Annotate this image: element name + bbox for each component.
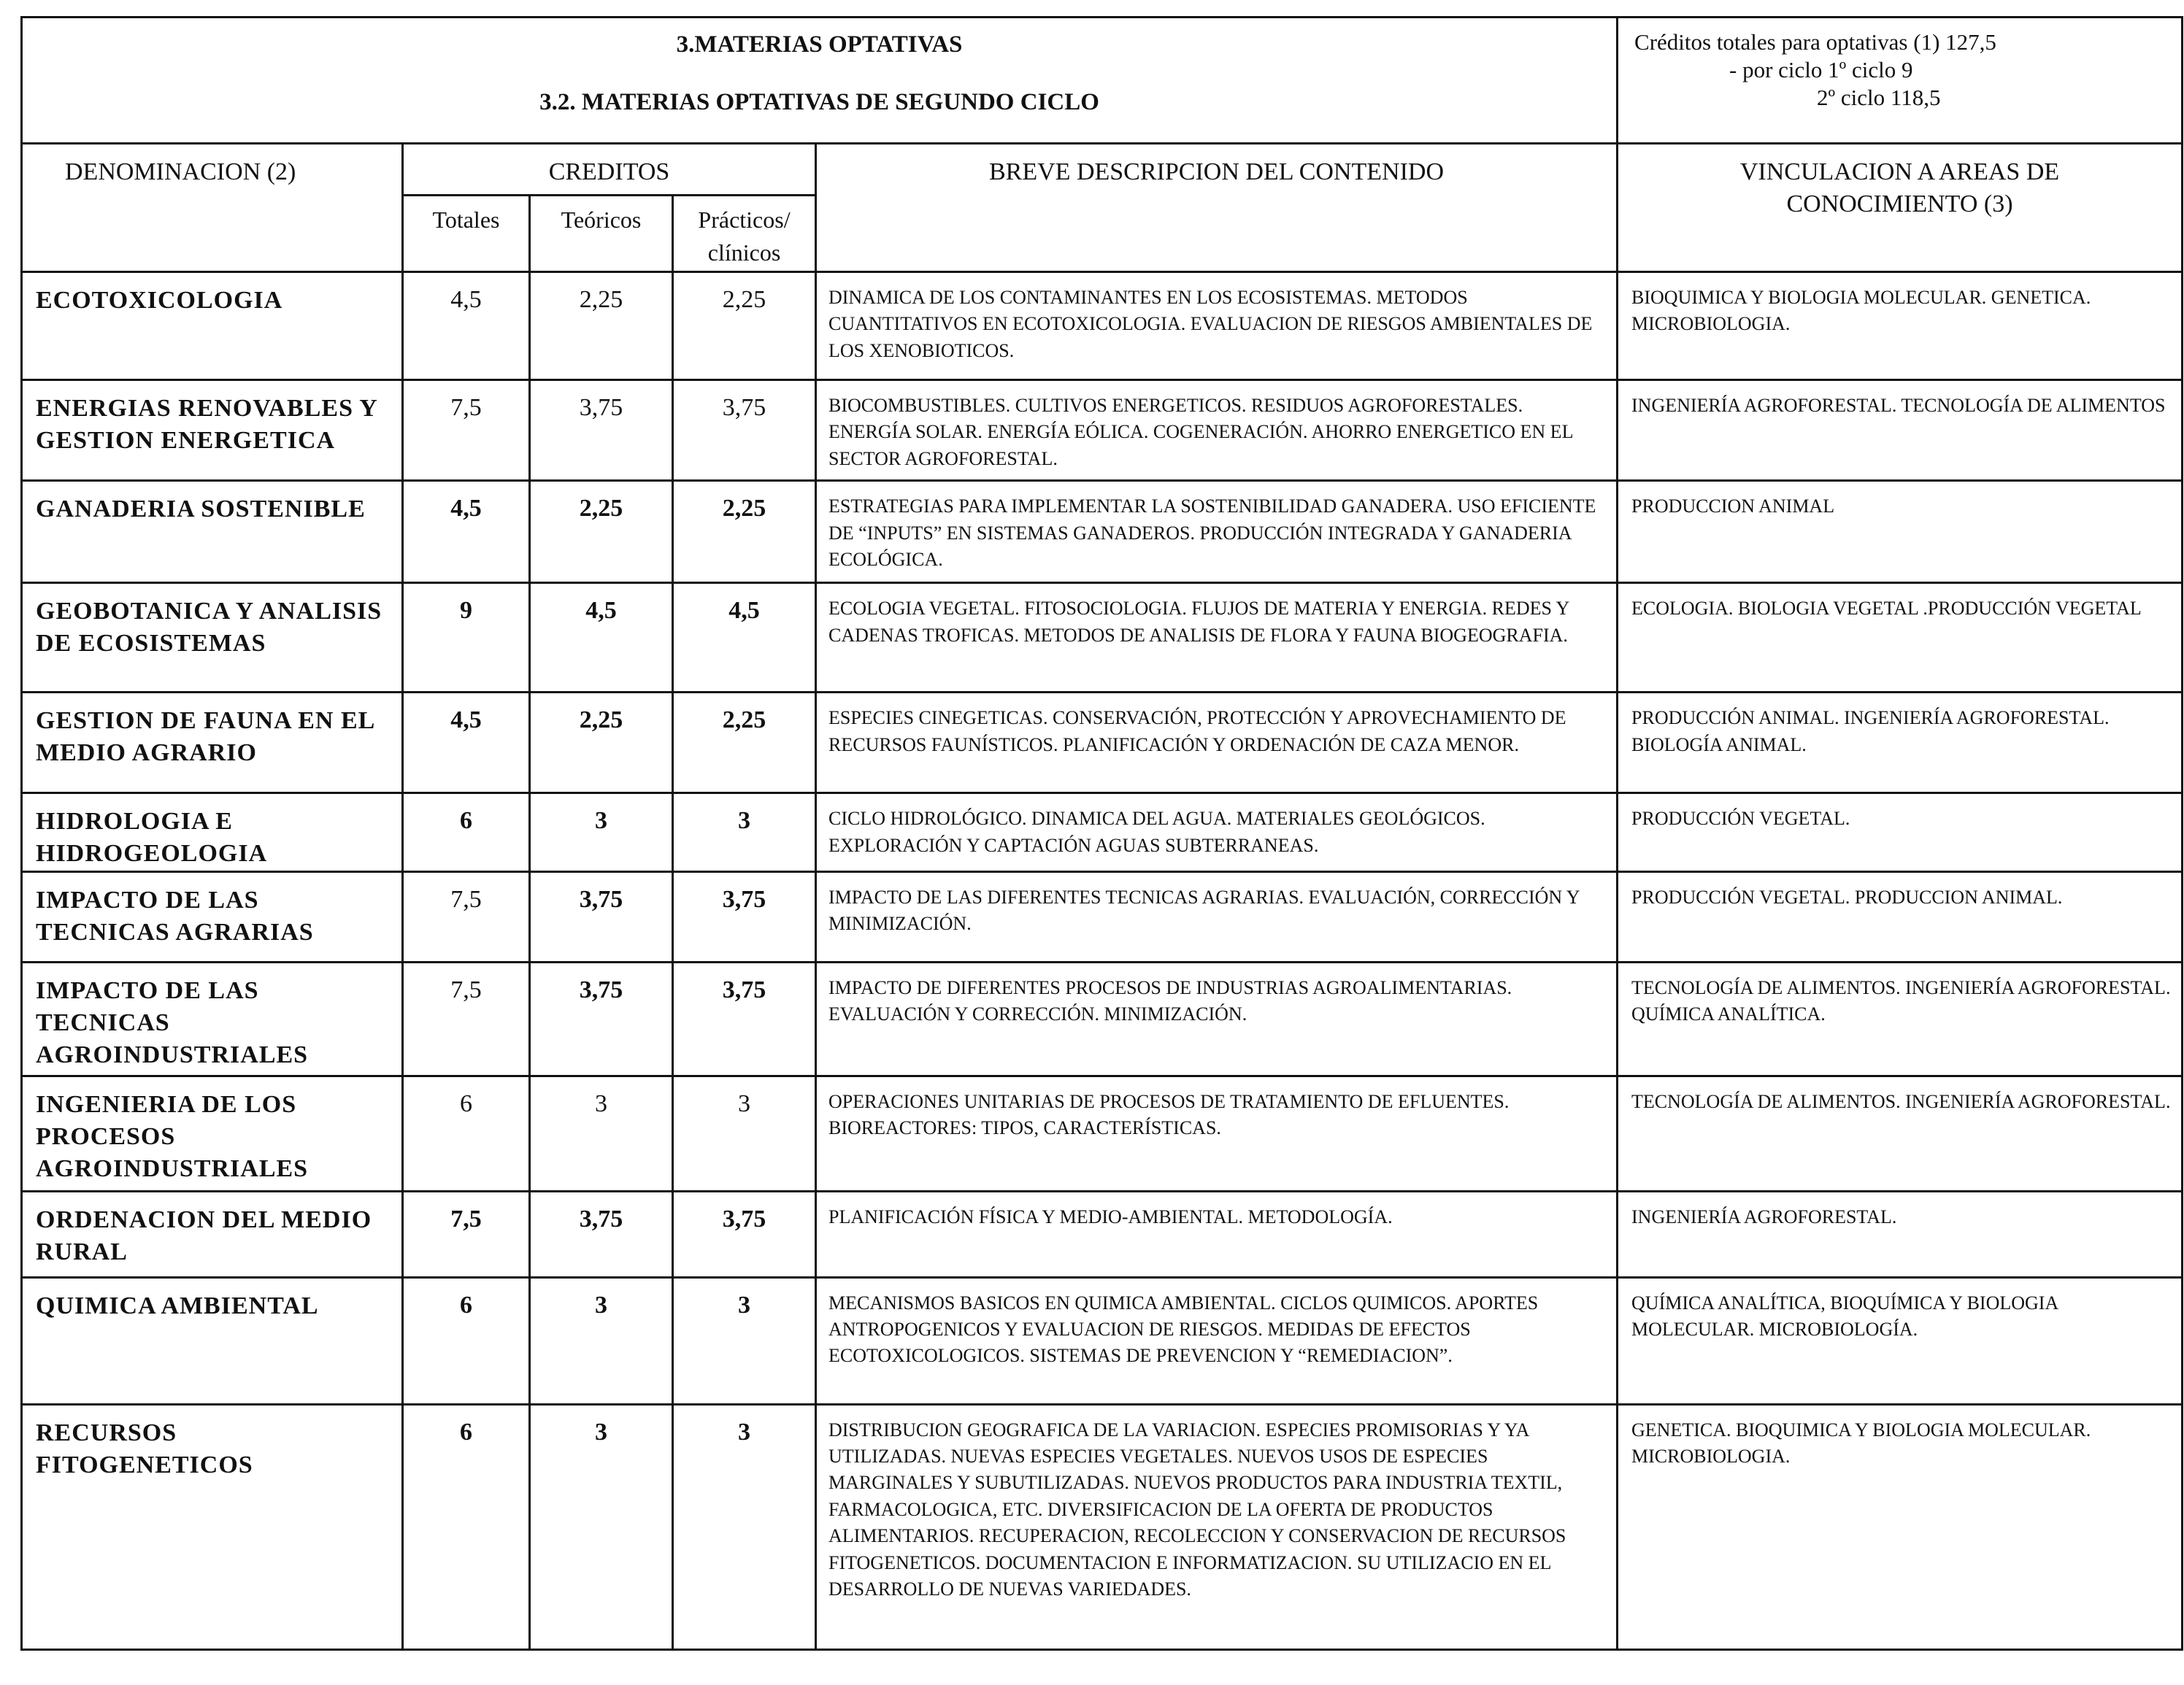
credits-cycle1: - por ciclo 1º ciclo 9 bbox=[1729, 56, 1913, 82]
subject-areas: INGENIERÍA AGROFORESTAL. TECNOLOGÍA DE ALIMENTOS bbox=[1618, 380, 2183, 481]
credits-teoricos: 3,75 bbox=[530, 962, 673, 1076]
subject-areas: TECNOLOGÍA DE ALIMENTOS. INGENIERÍA AGROFORESTAL. QUÍMICA ANALÍTICA. bbox=[1618, 962, 2183, 1076]
subjects-body bbox=[22, 272, 2183, 1650]
table-row bbox=[22, 1191, 2183, 1277]
subject-areas: ECOLOGIA. BIOLOGIA VEGETAL .PRODUCCIÓN VEGETAL bbox=[1618, 583, 2183, 693]
credits-teoricos: 2,25 bbox=[530, 693, 673, 793]
subject-name: ECOTOXICOLOGIA bbox=[22, 272, 403, 380]
subject-areas: TECNOLOGÍA DE ALIMENTOS. INGENIERÍA AGROFORESTAL. bbox=[1618, 1076, 2183, 1191]
credits-totales: 4,5 bbox=[403, 693, 530, 793]
credits-totales: 4,5 bbox=[403, 481, 530, 583]
table-row bbox=[22, 481, 2183, 583]
credits-totales: 6 bbox=[403, 1404, 530, 1649]
subject-description: IMPACTO DE DIFERENTES PROCESOS DE INDUSTRIAS AGROALIMENTARIAS. EVALUACIÓN Y CORRECCIÓN. MINIMIZACIÓN. bbox=[816, 962, 1618, 1076]
subject-description: BIOCOMBUSTIBLES. CULTIVOS ENERGETICOS. RESIDUOS AGROFORESTALES. ENERGÍA SOLAR. ENERGÍA EÓLICA. COGENERACIÓN. AHORRO ENERGETICO EN EL SECTOR AGROFORESTAL. bbox=[816, 380, 1618, 481]
col-descripcion: BREVE DESCRIPCION DEL CONTENIDO bbox=[816, 144, 1618, 272]
credits-practicos: 3 bbox=[673, 1076, 816, 1191]
subject-areas: BIOQUIMICA Y BIOLOGIA MOLECULAR. GENETICA. MICROBIOLOGIA. bbox=[1618, 272, 2183, 380]
col-teoricos: Teóricos bbox=[530, 196, 673, 272]
subject-name: RECURSOS FITOGENETICOS bbox=[22, 1404, 403, 1649]
subject-description: ECOLOGIA VEGETAL. FITOSOCIOLOGIA. FLUJOS DE MATERIA Y ENERGIA. REDES Y CADENAS TROFICAS. METODOS DE ANALISIS DE FLORA Y FAUNA BIOGEOGRAFIA. bbox=[816, 583, 1618, 693]
credits-teoricos: 3 bbox=[530, 1404, 673, 1649]
table-row bbox=[22, 871, 2183, 962]
subject-description: IMPACTO DE LAS DIFERENTES TECNICAS AGRARIAS. EVALUACIÓN, CORRECCIÓN Y MINIMIZACIÓN. bbox=[816, 871, 1618, 962]
subject-description: ESTRATEGIAS PARA IMPLEMENTAR LA SOSTENIBILIDAD GANADERA. USO EFICIENTE DE “INPUTS” EN SISTEMAS GANADEROS. PRODUCCIÓN INTEGRADA Y GANADERIA ECOLÓGICA. bbox=[816, 481, 1618, 583]
credits-teoricos: 3 bbox=[530, 793, 673, 871]
credits-teoricos: 3,75 bbox=[530, 871, 673, 962]
credits-totales: 4,5 bbox=[403, 272, 530, 380]
credits-practicos: 3,75 bbox=[673, 871, 816, 962]
credits-practicos: 3 bbox=[673, 793, 816, 871]
title-row bbox=[22, 18, 2183, 144]
subject-name: HIDROLOGIA E HIDROGEOLOGIA bbox=[22, 793, 403, 871]
credits-teoricos: 3,75 bbox=[530, 1191, 673, 1277]
table-row bbox=[22, 962, 2183, 1076]
col-vinculacion: VINCULACION A AREAS DE CONOCIMIENTO (3) bbox=[1618, 144, 2183, 272]
page-title: 3.MATERIAS OPTATIVAS bbox=[676, 31, 963, 58]
subject-description: PLANIFICACIÓN FÍSICA Y MEDIO-AMBIENTAL. METODOLOGÍA. bbox=[816, 1191, 1618, 1277]
credits-teoricos: 2,25 bbox=[530, 272, 673, 380]
table-row bbox=[22, 272, 2183, 380]
subject-name: ENERGIAS RENOVABLES Y GESTION ENERGETICA bbox=[22, 380, 403, 481]
credits-practicos: 3,75 bbox=[673, 1191, 816, 1277]
credits-practicos: 2,25 bbox=[673, 693, 816, 793]
subject-areas: QUÍMICA ANALÍTICA, BIOQUÍMICA Y BIOLOGIA MOLECULAR. MICROBIOLOGÍA. bbox=[1618, 1277, 2183, 1404]
credits-teoricos: 3,75 bbox=[530, 380, 673, 481]
credits-totales: 7,5 bbox=[403, 962, 530, 1076]
credits-teoricos: 3 bbox=[530, 1277, 673, 1404]
credits-practicos: 3 bbox=[673, 1277, 816, 1404]
subject-name: GEOBOTANICA Y ANALISIS DE ECOSISTEMAS bbox=[22, 583, 403, 693]
subject-areas: PRODUCCIÓN ANIMAL. INGENIERÍA AGROFORESTAL. BIOLOGÍA ANIMAL. bbox=[1618, 693, 2183, 793]
credits-totales: 9 bbox=[403, 583, 530, 693]
subject-description: CICLO HIDROLÓGICO. DINAMICA DEL AGUA. MATERIALES GEOLÓGICOS. EXPLORACIÓN Y CAPTACIÓN AGUAS SUBTERRANEAS. bbox=[816, 793, 1618, 871]
credits-practicos: 4,5 bbox=[673, 583, 816, 693]
table-row bbox=[22, 1277, 2183, 1404]
credits-teoricos: 3 bbox=[530, 1076, 673, 1191]
credits-totales: 6 bbox=[403, 1076, 530, 1191]
col-creditos: CREDITOS bbox=[403, 144, 816, 196]
table-row bbox=[22, 380, 2183, 481]
credits-practicos: 3 bbox=[673, 1404, 816, 1649]
subject-description: DINAMICA DE LOS CONTAMINANTES EN LOS ECOSISTEMAS. METODOS CUANTITATIVOS EN ECOTOXICOLOGIA. EVALUACION DE RIESGOS AMBIENTALES DE LOS XENOBIOTICOS. bbox=[816, 272, 1618, 380]
table-row bbox=[22, 793, 2183, 871]
page-subtitle: 3.2. MATERIAS OPTATIVAS DE SEGUNDO CICLO bbox=[539, 89, 1099, 116]
credits-totales: 6 bbox=[403, 793, 530, 871]
subject-description: DISTRIBUCION GEOGRAFICA DE LA VARIACION. ESPECIES PROMISORIAS Y YA UTILIZADAS. NUEVAS ESPECIES VEGETALES. NUEVOS USOS DE ESPECIES MARGINALES Y SUBUTILIZADAS. NUEVOS PRODUCTOS PARA INDUSTRIA TEXTIL, FARMACOLOGICA, ETC. DIVERSIFICACION DE LA OFERTA DE PRODUCTOS ALIMENTARIOS. RECUPERACION, RECOLECCION Y CONSERVACION DE RECURSOS FITOGENETICOS. DOCUMENTACION E INFORMATIZACION. SU UTILIZACIO EN EL DESARROLLO DE NUEVAS VARIEDADES. bbox=[816, 1404, 1618, 1649]
credits-practicos: 2,25 bbox=[673, 481, 816, 583]
table-row bbox=[22, 1404, 2183, 1649]
subject-name: GESTION DE FAUNA EN EL MEDIO AGRARIO bbox=[22, 693, 403, 793]
title-cell bbox=[22, 18, 1618, 144]
subject-description: MECANISMOS BASICOS EN QUIMICA AMBIENTAL. CICLOS QUIMICOS. APORTES ANTROPOGENICOS Y EVALUACION DE RIESGOS. MEDIDAS DE EFECTOS ECOTOXICOLOGICOS. SISTEMAS DE PREVENCION Y “REMEDIACION”. bbox=[816, 1277, 1618, 1404]
col-denominacion: DENOMINACION (2) bbox=[22, 144, 403, 272]
subject-description: ESPECIES CINEGETICAS. CONSERVACIÓN, PROTECCIÓN Y APROVECHAMIENTO DE RECURSOS FAUNÍSTICOS. PLANIFICACIÓN Y ORDENACIÓN DE CAZA MENOR. bbox=[816, 693, 1618, 793]
subject-name: IMPACTO DE LAS TECNICAS AGRARIAS bbox=[22, 871, 403, 962]
credits-practicos: 2,25 bbox=[673, 272, 816, 380]
credits-totales: 7,5 bbox=[403, 1191, 530, 1277]
credits-cycle2: 2º ciclo 118,5 bbox=[1817, 84, 1941, 110]
subject-areas: PRODUCCIÓN VEGETAL. PRODUCCION ANIMAL. bbox=[1618, 871, 2183, 962]
col-practicos: Prácticos/ clínicos bbox=[673, 196, 816, 272]
credits-practicos: 3,75 bbox=[673, 962, 816, 1076]
subject-areas: GENETICA. BIOQUIMICA Y BIOLOGIA MOLECULAR. MICROBIOLOGIA. bbox=[1618, 1404, 2183, 1649]
subject-name: IMPACTO DE LAS TECNICAS AGROINDUSTRIALES bbox=[22, 962, 403, 1076]
credits-total: Créditos totales para optativas (1) 127,5 bbox=[1634, 29, 1996, 55]
subject-name: GANADERIA SOSTENIBLE bbox=[22, 481, 403, 583]
col-totales: Totales bbox=[403, 196, 530, 272]
subject-name: ORDENACION DEL MEDIO RURAL bbox=[22, 1191, 403, 1277]
credits-summary-cell bbox=[1618, 18, 2183, 144]
table-row bbox=[22, 583, 2183, 693]
subject-name: QUIMICA AMBIENTAL bbox=[22, 1277, 403, 1404]
subject-areas: INGENIERÍA AGROFORESTAL. bbox=[1618, 1191, 2183, 1277]
credits-practicos: 3,75 bbox=[673, 380, 816, 481]
subject-description: OPERACIONES UNITARIAS DE PROCESOS DE TRATAMIENTO DE EFLUENTES. BIOREACTORES: TIPOS, CARACTERÍSTICAS. bbox=[816, 1076, 1618, 1191]
credits-totales: 7,5 bbox=[403, 380, 530, 481]
credits-totales: 7,5 bbox=[403, 871, 530, 962]
column-header-row bbox=[22, 144, 2183, 196]
subject-name: INGENIERIA DE LOS PROCESOS AGROINDUSTRIALES bbox=[22, 1076, 403, 1191]
table-row bbox=[22, 1076, 2183, 1191]
subject-areas: PRODUCCIÓN VEGETAL. bbox=[1618, 793, 2183, 871]
credits-totales: 6 bbox=[403, 1277, 530, 1404]
credits-teoricos: 4,5 bbox=[530, 583, 673, 693]
table-row bbox=[22, 693, 2183, 793]
optativas-table bbox=[20, 16, 2183, 1651]
credits-teoricos: 2,25 bbox=[530, 481, 673, 583]
subject-areas: PRODUCCION ANIMAL bbox=[1618, 481, 2183, 583]
